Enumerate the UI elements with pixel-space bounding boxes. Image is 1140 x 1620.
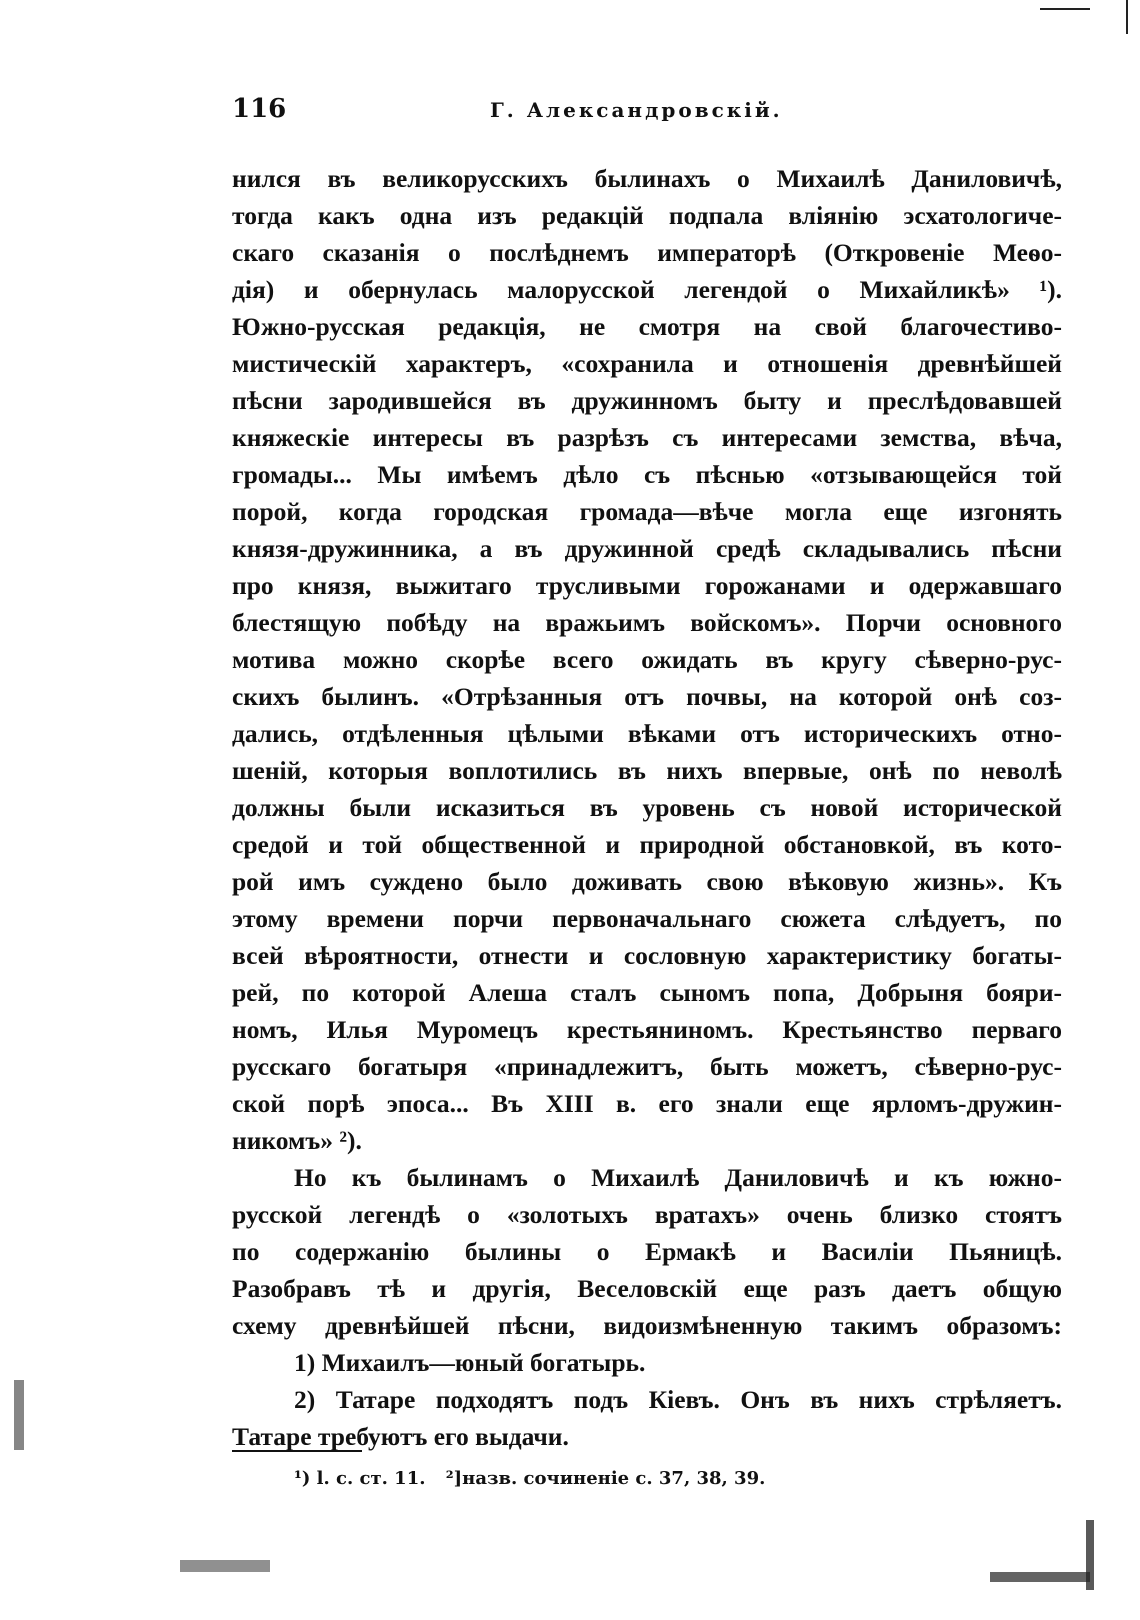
text-line: громады... Мы имѣемъ дѣло съ пѣснью «отзывающейся той (232, 460, 1062, 489)
text-line: никомъ» ²). (232, 1126, 362, 1155)
text-line: номъ, Илья Муромецъ крестьяниномъ. Крестьянство перваго (232, 1015, 1062, 1044)
text-line: Но къ былинамъ о Михаилѣ Даниловичѣ и къ южно- (294, 1163, 1062, 1192)
scan-edge-mark (1040, 8, 1090, 10)
text-line: шеній, которыя воплотились въ нихъ впервые, онѣ по неволѣ (232, 756, 1062, 785)
text-line: рой имъ суждено было доживать свою вѣковую жизнь». Къ (232, 867, 1062, 896)
text-line: по содержанію былины о Ермакѣ и Василіи Пьяницѣ. (232, 1237, 1062, 1266)
text-line: всей вѣроятности, отнести и сословную характеристику богаты- (232, 941, 1062, 970)
scan-edge-mark (1126, 0, 1128, 34)
footnote-rule (232, 1450, 362, 1452)
text-line: этому времени порчи первоначальнаго сюжета слѣдуетъ, по (232, 904, 1062, 933)
text-line: князя-дружинника, а въ дружинной средѣ складывались пѣсни (232, 534, 1062, 563)
text-line: 2) Татаре подходятъ подъ Кіевъ. Онъ въ нихъ стрѣляетъ. (294, 1385, 1062, 1414)
text-line: Разобравъ тѣ и другія, Веселовскій еще разъ даетъ общую (232, 1274, 1062, 1303)
scan-edge-mark (990, 1572, 1090, 1582)
scan-edge-mark (180, 1560, 270, 1572)
page-number: 116 (232, 94, 287, 124)
text-line: нился въ великорусскихъ былинахъ о Михаилѣ Даниловичѣ, (232, 164, 1062, 193)
text-line: средой и той общественной и природной обстановкой, въ кото- (232, 830, 1062, 859)
text-line: дія) и обернулась малорусской легендой о Михайликѣ» ¹). (232, 275, 1062, 304)
text-line: схему древнѣйшей пѣсни, видоизмѣненную такимъ образомъ: (232, 1311, 1062, 1340)
main-text (232, 160, 1062, 1455)
footnotes (294, 1468, 994, 1489)
text-line: мотива можно скорѣе всего ожидать въ кругу сѣверно-рус- (232, 645, 1062, 674)
footnote-1: ¹) l. c. ст. 11. (294, 1468, 426, 1489)
text-line: тогда какъ одна изъ редакцій подпала вліянію эсхатологиче- (232, 201, 1062, 230)
text-line: про князя, выжитаго трусливыми горожанами и одержавшаго (232, 571, 1062, 600)
text-line: русской легендѣ о «золотыхъ вратахъ» очень близко стоятъ (232, 1200, 1062, 1229)
text-line: блестящую побѣду на вражьимъ войскомъ». Порчи основного (232, 608, 1062, 637)
text-line: рей, по которой Алеша сталъ сыномъ попа, Добрыня бояри- (232, 978, 1062, 1007)
text-line: Татаре требуютъ его выдачи. (232, 1422, 569, 1451)
text-line: должны были исказиться въ уровень съ новой исторической (232, 793, 1062, 822)
text-line: дались, отдѣленныя цѣлыми вѣками отъ историческихъ отно- (232, 719, 1062, 748)
text-line: 1) Михаилъ—юный богатырь. (294, 1348, 646, 1377)
text-line: княжескіе интересы въ разрѣзъ съ интересами земства, вѣча, (232, 423, 1062, 452)
text-line: скихъ былинъ. «Отрѣзанныя отъ почвы, на которой онѣ соз- (232, 682, 1062, 711)
text-line: скаго сказанія о послѣднемъ императорѣ (Откровеніе Меѳо- (232, 238, 1062, 267)
text-line: Южно-русская редакція, не смотря на свой благочестиво- (232, 312, 1062, 341)
text-line: пѣсни зародившейся въ дружинномъ быту и преслѣдовавшей (232, 386, 1062, 415)
text-line: русскаго богатыря «принадлежитъ, быть можетъ, сѣверно-рус- (232, 1052, 1062, 1081)
text-line: ской порѣ эпоса... Въ XIII в. его знали еще ярломъ-дружин- (232, 1089, 1062, 1118)
running-head: Г. Александровскій. (490, 98, 783, 122)
scan-edge-mark (1086, 1520, 1094, 1590)
page-header (232, 94, 1062, 130)
text-line: порой, когда городская громада—вѣче могла еще изгонять (232, 497, 1062, 526)
scan-edge-mark (14, 1380, 24, 1450)
text-line: мистическій характеръ, «сохранила и отношенія древнѣйшей (232, 349, 1062, 378)
footnote-2: ²]назв. сочиненіе с. 37, 38, 39. (445, 1468, 766, 1489)
